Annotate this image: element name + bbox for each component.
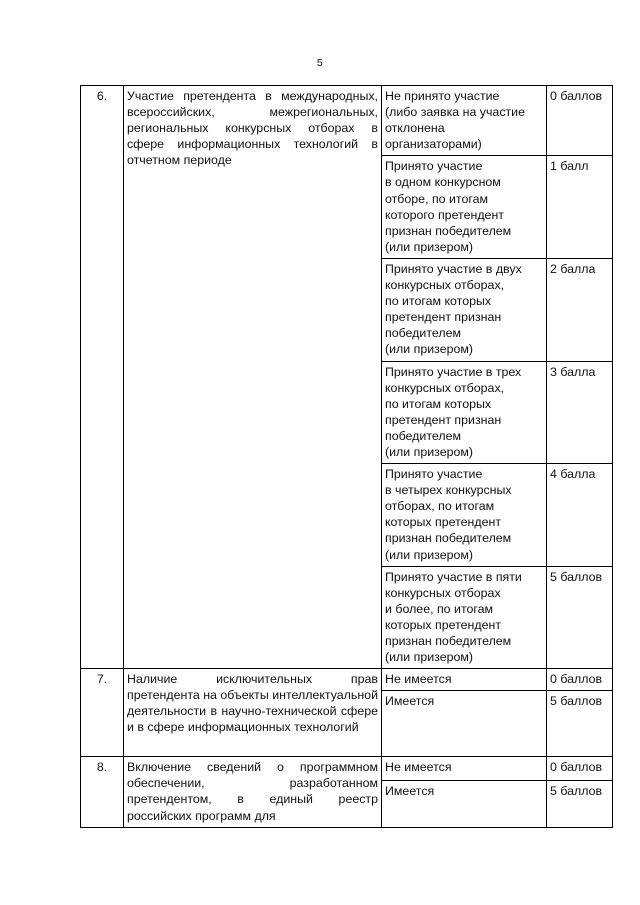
score-value: 0 баллов: [547, 757, 613, 781]
condition-text: Не имеется: [382, 757, 547, 781]
table-row: [81, 669, 613, 691]
row-number: 6.: [81, 86, 124, 669]
score-value: 1 балл: [547, 156, 613, 259]
score-value: 5 баллов: [547, 566, 613, 669]
score-value: 5 баллов: [547, 780, 613, 827]
row-number: 8.: [81, 757, 124, 827]
score-value: 0 баллов: [547, 669, 613, 691]
score-value: 0 баллов: [547, 86, 613, 156]
criterion-text: Участие претендента в международных, всероссийских, межрегиональных, региональных конкурсных отборах в сфере информационных технологий в отчетном периоде: [124, 86, 382, 669]
condition-text: Принято участие в четырех конкурсных отборах, по итогам которых претендент признан победителем (или призером): [382, 464, 547, 567]
score-value: 2 балла: [547, 258, 613, 361]
score-value: 4 балла: [547, 464, 613, 567]
condition-text: Принято участие в трех конкурсных отборах, по итогам которых претендент признан победителем (или призером): [382, 361, 547, 464]
criteria-table: [80, 85, 613, 828]
condition-text: Принято участие в пяти конкурсных отборах и более, по итогам которых претендент признан победителем (или призером): [382, 566, 547, 669]
condition-text: Имеется: [382, 691, 547, 757]
condition-text: Не имеется: [382, 669, 547, 691]
score-value: 3 балла: [547, 361, 613, 464]
condition-text: Не принято участие (либо заявка на участие отклонена организаторами): [382, 86, 547, 156]
condition-text: Принято участие в двух конкурсных отборах, по итогам которых претендент признан победителем (или призером): [382, 258, 547, 361]
table-row: [81, 757, 613, 781]
table-row: [81, 86, 613, 156]
condition-text: Принято участие в одном конкурсном отборе, по итогам которого претендент признан победителем (или призером): [382, 156, 547, 259]
score-value: 5 баллов: [547, 691, 613, 757]
criterion-text: Наличие исключительных прав претендента на объекты интеллектуальной деятельности в научно-технической сфере и в сфере информационных технологий: [124, 669, 382, 757]
condition-text: Имеется: [382, 780, 547, 827]
row-number: 7.: [81, 669, 124, 757]
criterion-text: Включение сведений о программном обеспечении, разработанном претендентом, в единый реестр российских программ для: [124, 757, 382, 827]
page-number: 5: [316, 57, 324, 69]
